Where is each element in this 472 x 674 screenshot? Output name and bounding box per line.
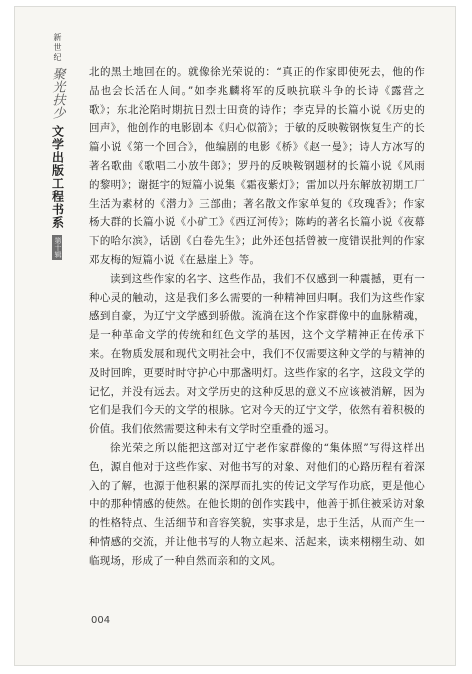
volume-badge: 第十辑 (54, 237, 62, 258)
page-number: 004 (91, 615, 111, 626)
calligraphy-title: 聚光扶少 (49, 67, 65, 119)
series-top-label: 新世纪 (53, 33, 62, 63)
paragraph: 北的黑土地回在的。就像徐光荣说的：“真正的作家即使死去，他的作品也会长活在人间。”如李兆麟将军的反映抗联斗争的长诗《露营之歌》；东北沦陷时期抗日烈士田贲的诗作；李克异的长篇小说《历史的回声》，他创作的电影剧本《归心似箭》；于敏的反映鞍钢恢复生产的长篇小说《第一个回合》，他编剧的电影《桥》《赵一曼》；诗人方冰写的著名歌曲《歌唱二小放牛郎》；罗丹的反映鞍钢题材的长篇小说《风雨的黎明》；谢挺宇的短篇小说集《霜夜紫灯》；雷加以丹东解放初期工厂生活为素材的《潜力》三部曲；著名散文作家单复的《玫瑰香》；作家杨大群的长篇小说《小矿工》《西辽河传》；陈屿的著名长篇小说《夜幕下的哈尔滨》，话剧《白卷先生》；此外还包括曾被一度错误批判的作家邓友梅的短篇小说《在悬崖上》等。 (89, 66, 425, 266)
series-title: 文学出版工程书系 (50, 125, 65, 229)
body-text (89, 63, 425, 571)
book-page (14, 6, 456, 666)
paragraph: 徐光荣之所以能把这部对辽宁老作家群像的“集体照”写得这样出色，源自他对于这些作家、对他书写的对象、对他们的心路历程有着深入的了解，也源于他积累的深厚而扎实的传记文学写作功底，更是他心中的那种情感的使然。在他长期的创作实践中，他善于抓住被采访对象的性格特点、生活细节和音容笑貌，实事求是，忠于生活，从而产生一种情感的交流，并让他书写的人物立起来、活起来，读来栩栩生动、如临现场，形成了一种自然而亲和的文风。 (89, 441, 425, 567)
series-sidebar (35, 33, 79, 260)
paragraph: 读到这些作家的名字、这些作品，我们不仅感到一种震撼，更有一种心灵的触动，这是我们多么需要的一种精神回归啊。我们为这些作家感到自豪，为辽宁文学感到骄傲。流淌在这个作家群像中的血脉精魂，是一种革命文学的传统和红色文学的基因，这个文学精神正在传承下来。在物质发展和现代文明社会中，我们不仅需要这种文学的与精神的及时回眸，更要时时守护心中那盏明灯。这些作家的名字，这段文学的记忆，并没有远去。对文学历史的这种反思的意义不应该被消解，因为它们是我们今天的文学的根脉。它对今天的辽宁文学，依然有着积极的价值。我们依然需要这种未有文学时空重叠的遥习。 (89, 272, 425, 436)
